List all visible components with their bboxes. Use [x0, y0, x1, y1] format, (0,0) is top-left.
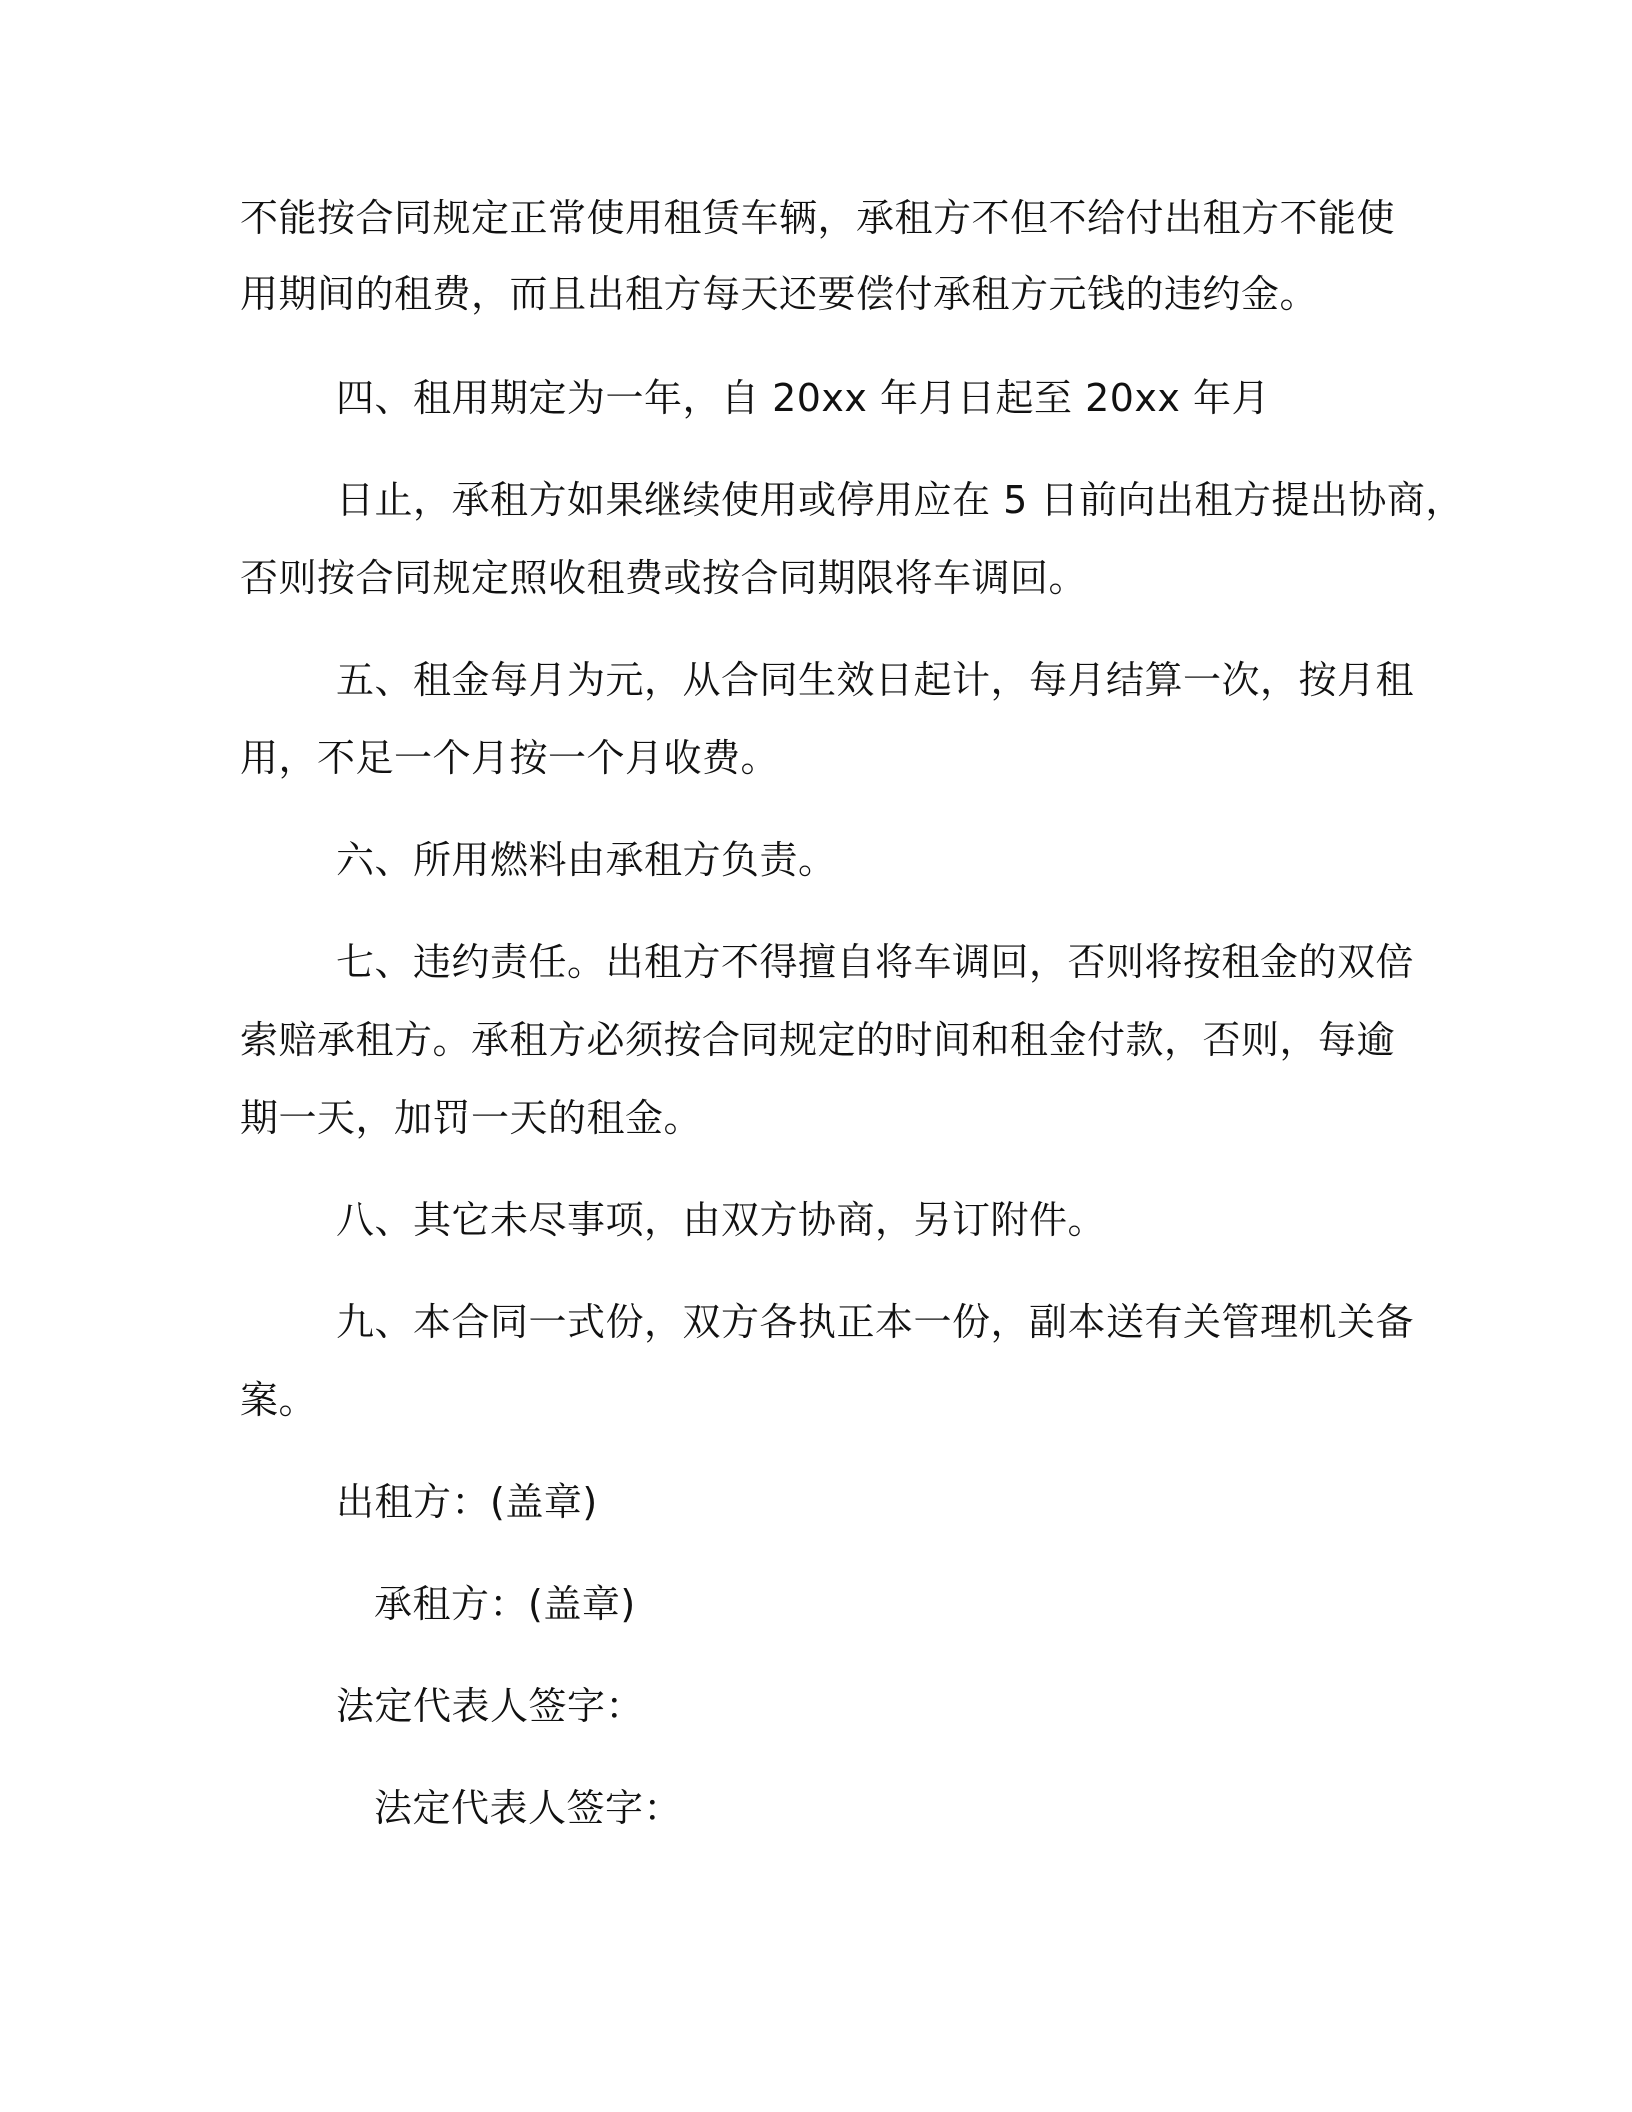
- clause-nine-line: 九、本合同一式份，双方各执正本一份，副本送有关管理机关备: [336, 1300, 1415, 1344]
- clause-five-line: 五、租金每月为元，从合同生效日起计，每月结算一次，按月租: [336, 658, 1415, 702]
- clause-eight-line: 八、其它未尽事项，由双方协商，另订附件。: [336, 1198, 1107, 1242]
- lessee-signature-label: 法定代表人签字：: [374, 1786, 683, 1830]
- text-line: 索赔承租方。承租方必须按合同规定的时间和租金付款，否则，每逾: [240, 1018, 1396, 1062]
- text-line: 用期间的租费，而且出租方每天还要偿付承租方元钱的违约金。: [240, 272, 1319, 316]
- clause-six-line: 六、所用燃料由承租方负责。: [336, 838, 837, 882]
- text-line: 案。: [240, 1378, 318, 1422]
- text-line: 不能按合同规定正常使用租赁车辆，承租方不但不给付出租方不能使: [240, 196, 1396, 240]
- text-line: 用，不足一个月按一个月收费。: [240, 736, 780, 780]
- text-line: 日止，承租方如果继续使用或停用应在 5 日前向出租方提出协商，: [336, 478, 1464, 522]
- text-line: 期一天，加罚一天的租金。: [240, 1096, 703, 1140]
- clause-seven-line: 七、违约责任。出租方不得擅自将车调回，否则将按租金的双倍: [336, 940, 1415, 984]
- lessor-seal-label: 出租方：(盖章): [336, 1480, 598, 1524]
- text-line: 否则按合同规定照收租费或按合同期限将车调回。: [240, 556, 1088, 600]
- lessee-seal-label: 承租方：(盖章): [374, 1582, 636, 1626]
- clause-four-line: 四、租用期定为一年，自 20xx 年月日起至 20xx 年月: [336, 376, 1270, 420]
- lessor-signature-label: 法定代表人签字：: [336, 1684, 645, 1728]
